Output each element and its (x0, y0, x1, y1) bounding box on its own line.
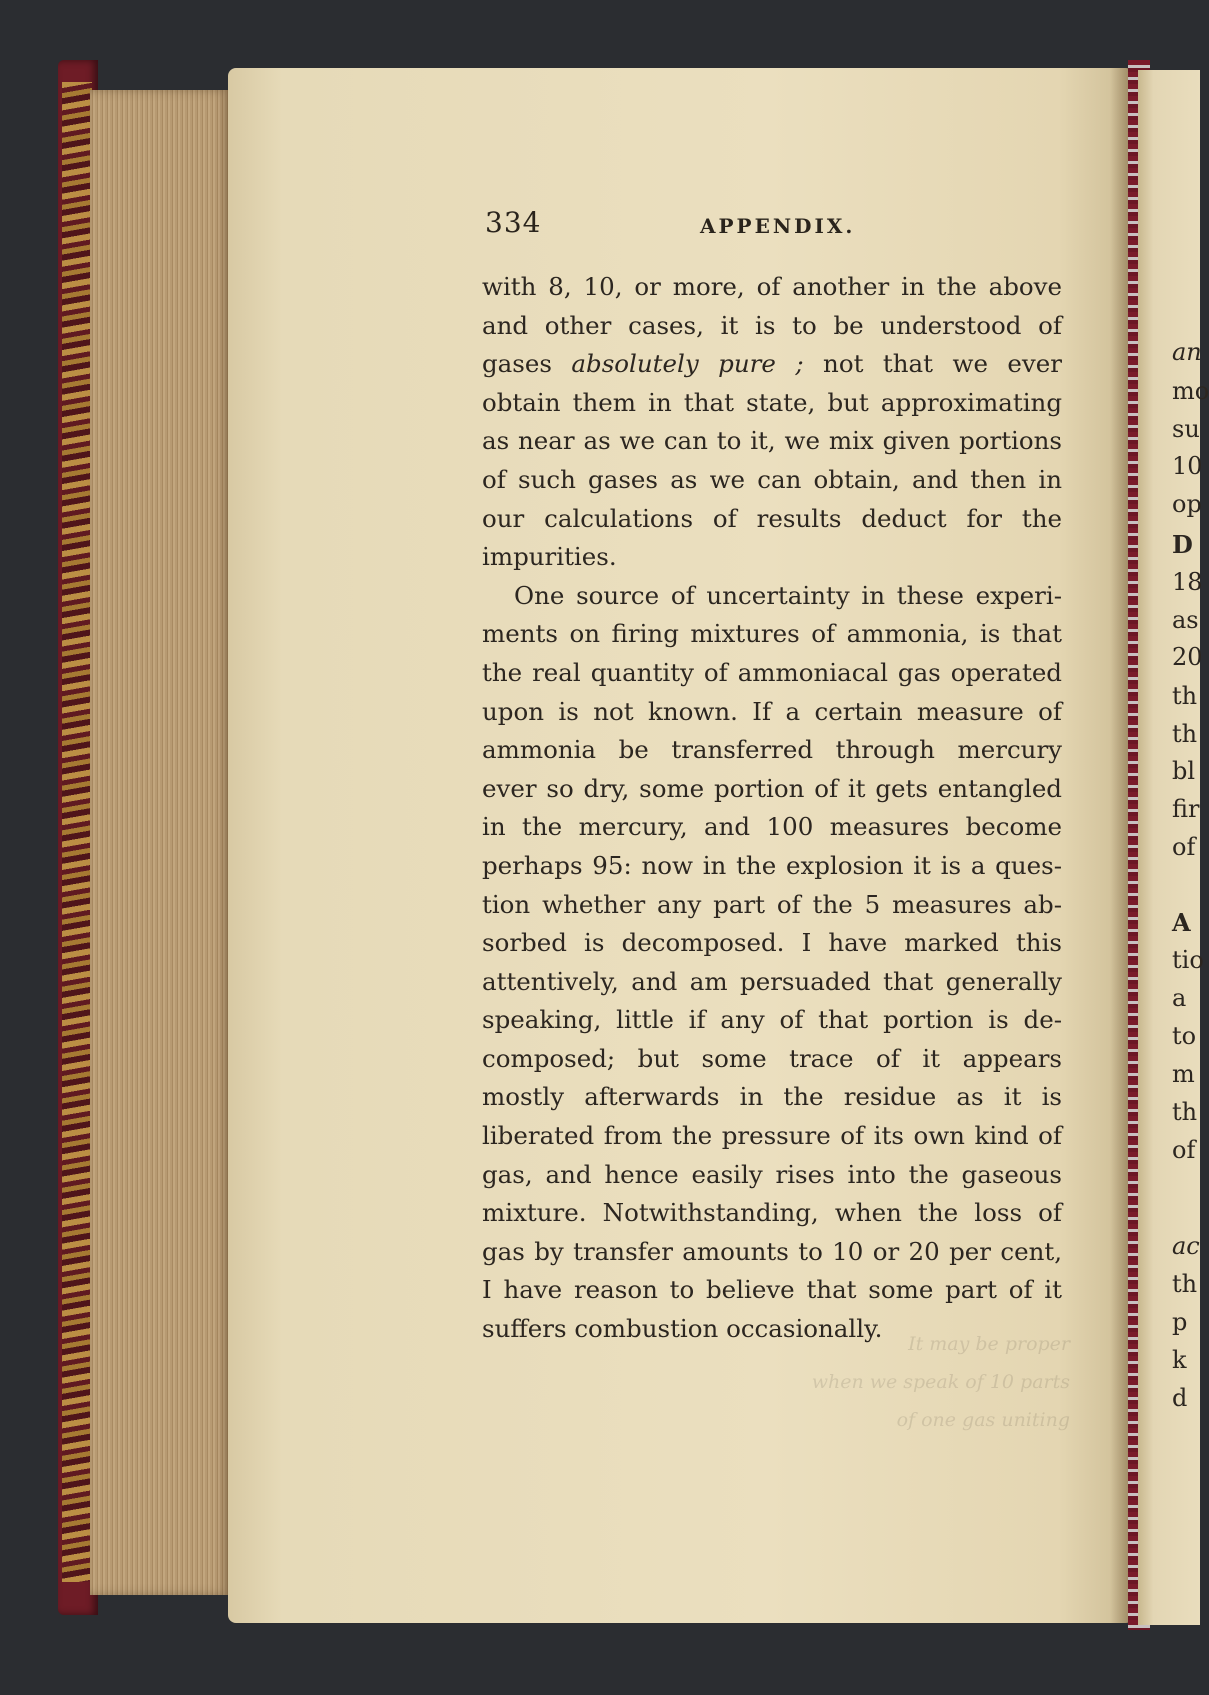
facing-page-fragment: k (1172, 1346, 1187, 1374)
facing-page-fragment: 18 (1172, 568, 1203, 596)
facing-page-fragment: mo (1172, 377, 1209, 405)
show-through-text: It may be proper when we speak of 10 parts of one gas uniting (811, 1333, 1070, 1431)
facing-page-fragment: th (1172, 720, 1198, 748)
facing-page-fragment: D (1172, 530, 1193, 559)
facing-page-fragment: a (1172, 984, 1187, 1012)
facing-page-fragment: to (1172, 1022, 1197, 1050)
facing-page-fragment: as (1172, 606, 1199, 634)
facing-page-fragment: p (1172, 1308, 1188, 1336)
facing-page-fragment: th (1172, 1270, 1198, 1298)
italic-emphasis: absolutely pure ; (571, 349, 804, 379)
facing-page-fragment: su (1172, 415, 1200, 443)
facing-page-fragment: op (1172, 490, 1202, 518)
paragraph-1: with 8, 10, or more, of another in the above and other cases, it is to be understood of gases absolutely pure ; not that we ever obtain them in that state, but approximating as near as we can to it, we mix given portions of such gases as we can obtain, and then in our calculations of results deduct for the impurities. (482, 272, 1062, 572)
facing-page-fragment: d (1172, 1384, 1188, 1412)
running-title: APPENDIX. (700, 214, 856, 238)
facing-page-fragment: of (1172, 1136, 1196, 1164)
facing-page-fragment: ac (1172, 1232, 1200, 1260)
paragraph-2: One source of uncertainty in these experiments on firing mixtures of ammonia, is that the real quantity of ammoniacal gas operated upon is not known. If a certain measure of ammonia be transferred through mercury ever so dry, some portion of it gets entangled in the mercury, and 100 measures become perhaps 95: now in the explosion it is a question whether any part of the 5 measures absorbed is decomposed. I have marked this attentively, and am persuaded that generally speaking, little if any of that portion is decomposed; but some trace of it appears mostly afterwards in the residue as it is liberated from the pressure of its own kind of gas, and hence easily rises into the gaseous mixture. Notwithstanding, when the loss of gas by transfer amounts to 10 or 20 per cent, I have reason to believe that some part of it suffers combustion occasionally. (482, 580, 1062, 1344)
facing-page-fragment: tio (1172, 946, 1204, 974)
page-number: 334 (485, 206, 542, 239)
facing-page-fragment: A (1172, 908, 1191, 937)
facing-page-fragment: of (1172, 833, 1196, 861)
facing-page-fragment: m (1172, 1060, 1195, 1088)
facing-page-fragment: 20 (1172, 643, 1203, 671)
body-text (482, 268, 1062, 1349)
facing-page-fragment: bl (1172, 757, 1196, 785)
facing-page-fragment: an (1172, 338, 1202, 366)
facing-page-fragment: th (1172, 1098, 1198, 1126)
facing-page-fragment: 10 (1172, 452, 1203, 480)
facing-page-fragment: th (1172, 682, 1198, 710)
facing-page-fragment: fir (1172, 795, 1200, 823)
page-edges (90, 90, 230, 1595)
gilt-ornament-border (62, 82, 92, 1582)
